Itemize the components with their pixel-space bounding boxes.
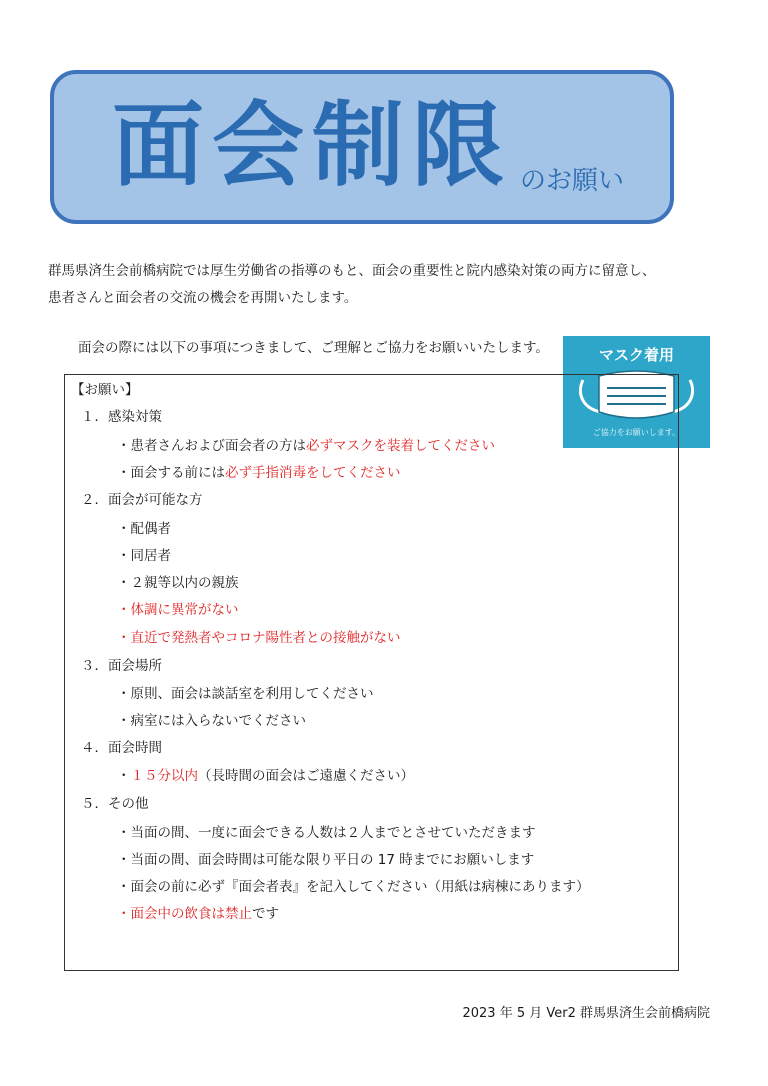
section-5-item-4: ・面会中の飲食は禁止です: [117, 906, 279, 922]
page-title: 面会制限: [112, 92, 513, 199]
section-2-item-2: ・同居者: [117, 548, 171, 564]
section-2-title: ２．面会が可能な方: [81, 492, 203, 508]
title-banner: [50, 70, 674, 224]
request-box: [64, 374, 679, 971]
section-2-item-4: ・体調に異常がない: [117, 602, 239, 618]
section-2-item-5: ・直近で発熱者やコロナ陽性者との接触がない: [117, 630, 401, 646]
section-2-item-1: ・配偶者: [117, 521, 171, 537]
page-subtitle: のお願い: [520, 166, 625, 196]
section-1-item-2: ・面会する前には必ず手指消毒をしてください: [117, 465, 401, 481]
section-4-item-1: ・１５分以内（長時間の面会はご遠慮ください）: [117, 768, 414, 784]
section-1-item-1: ・患者さんおよび面会者の方は必ずマスクを装着してください: [117, 438, 495, 454]
section-5-item-1: ・当面の間、一度に面会できる人数は２人までとさせていただきます: [117, 825, 536, 841]
mask-card-caption: ご協力をお願いします。: [592, 428, 681, 437]
section-3-item-1: ・原則、面会は談話室を利用してください: [117, 686, 374, 702]
mask-card-title: マスク着用: [598, 346, 674, 364]
section-4-title: ４．面会時間: [81, 740, 162, 756]
section-5-title: ５．その他: [81, 796, 149, 812]
section-3-title: ３．面会場所: [81, 658, 162, 674]
intro-line-1: 群馬県済生会前橋病院では厚生労働省の指導のもと、面会の重要性と院内感染対策の両方に留意し、: [48, 263, 656, 279]
request-heading: 【お願い】: [71, 382, 139, 398]
lead-text: 面会の際には以下の事項につきまして、ご理解とご協力をお願いいたします。: [78, 340, 549, 356]
footer-version: 2023 年 5 月 Ver2 群馬県済生会前橋病院: [462, 1006, 710, 1021]
section-5-item-2: ・当面の間、面会時間は可能な限り平日の 17 時までにお願いします: [117, 852, 535, 868]
section-5-item-3: ・面会の前に必ず『面会者表』を記入してください（用紙は病棟にあります）: [117, 879, 590, 895]
intro-line-2: 患者さんと面会者の交流の機会を再開いたします。: [48, 290, 358, 306]
section-3-item-2: ・病室には入らないでください: [117, 713, 306, 729]
section-1-title: １．感染対策: [81, 409, 162, 425]
section-2-item-3: ・２親等以内の親族: [117, 575, 239, 591]
intro-paragraph: [48, 258, 728, 312]
